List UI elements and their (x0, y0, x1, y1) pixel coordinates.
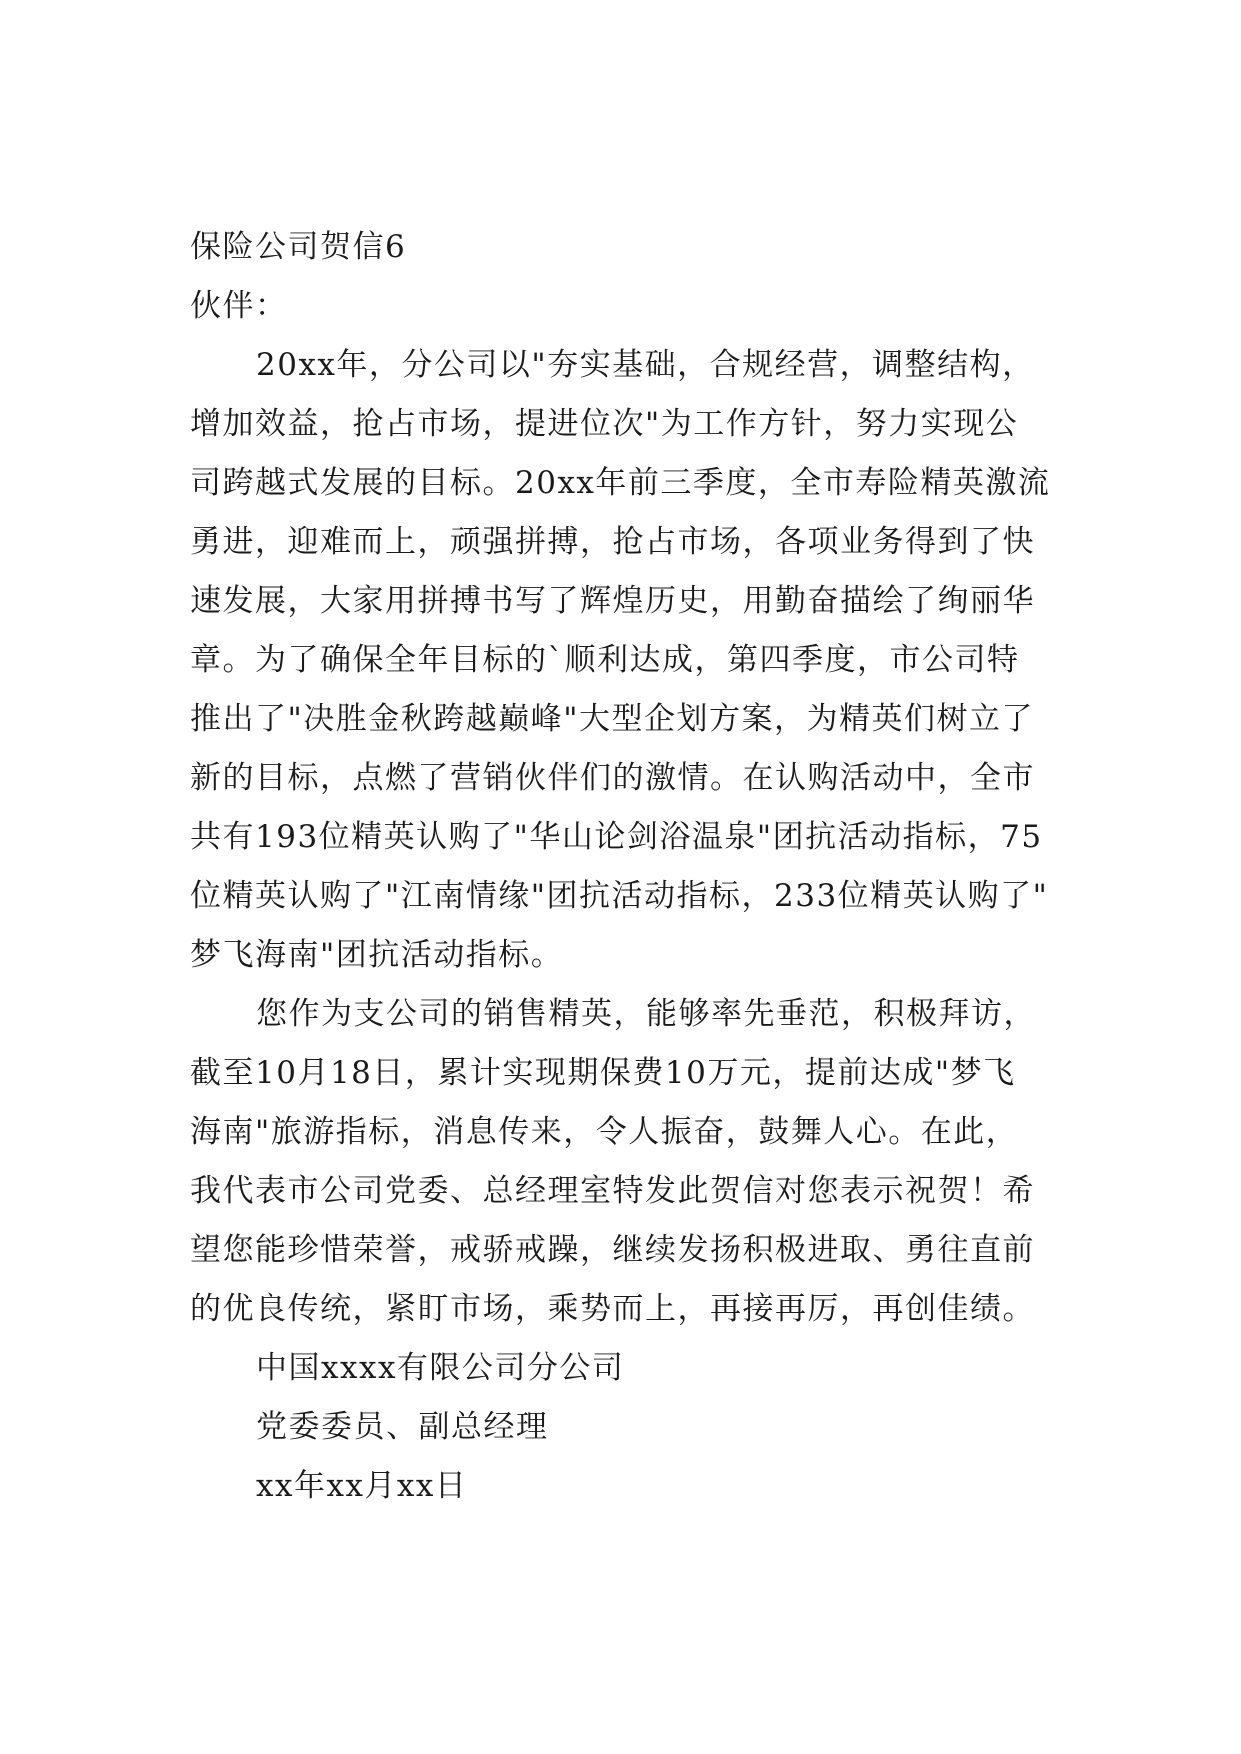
paragraph-line: 章。为了确保全年目标的`顺利达成，第四季度，市公司特 (190, 642, 1020, 678)
paragraph-line: 勇进，迎难而上，顽强拼搏，抢占市场，各项业务得到了快 (190, 524, 1035, 560)
signature-company: 中国xxxx有限公司分公司 (256, 1350, 625, 1386)
paragraph-line: 您作为支公司的销售精英，能够率先垂范，积极拜访， (256, 996, 1036, 1032)
paragraph-line: 新的目标，点燃了营销伙伴们的激情。在认购活动中，全市 (190, 760, 1035, 796)
paragraph-line: 望您能珍惜荣誉，戒骄戒躁，继续发扬积极进取、勇往直前 (190, 1232, 1035, 1268)
paragraph-line: 增加效益，抢占市场，提进位次"为工作方针，努力实现公 (190, 406, 1019, 442)
paragraph-line: 速发展，大家用拼搏书写了辉煌历史，用勤奋描绘了绚丽华 (190, 583, 1035, 619)
paragraph-line: 20xx年，分公司以"夯实基础，合规经营，调整结构， (256, 347, 1035, 383)
paragraph-line: 共有193位精英认购了"华山论剑浴温泉"团抗活动指标，75 (190, 819, 1043, 855)
paragraph-line: 推出了"决胜金秋跨越巅峰"大型企划方案，为精英们树立了 (190, 701, 1035, 737)
document-body (190, 218, 1060, 1516)
paragraph-line: 截至10月18日，累计实现期保费10万元，提前达成"梦飞 (190, 1055, 1016, 1091)
paragraph-line: 海南"旅游指标，消息传来，令人振奋，鼓舞人心。在此， (190, 1114, 1019, 1150)
signature-block (190, 1339, 1060, 1516)
paragraph-line: 位精英认购了"江南情缘"团抗活动指标，233位精英认购了" (190, 878, 1049, 914)
paragraph-line: 司跨越式发展的目标。20xx年前三季度，全市寿险精英激流 (190, 465, 1051, 501)
salutation: 伙伴： (190, 288, 288, 324)
paragraph-1 (190, 336, 1060, 985)
paragraph-2 (190, 985, 1060, 1339)
signature-date: xx年xx月xx日 (256, 1468, 468, 1504)
paragraph-line: 的优良传统，紧盯市场，乘势而上，再接再厉，再创佳绩。 (190, 1291, 1035, 1327)
signature-position: 党委委员、副总经理 (256, 1409, 549, 1445)
paragraph-line: 梦飞海南"团抗活动指标。 (190, 937, 564, 973)
paragraph-line: 我代表市公司党委、总经理室特发此贺信对您表示祝贺！希 (190, 1173, 1035, 1209)
document-title: 保险公司贺信6 (190, 229, 407, 265)
